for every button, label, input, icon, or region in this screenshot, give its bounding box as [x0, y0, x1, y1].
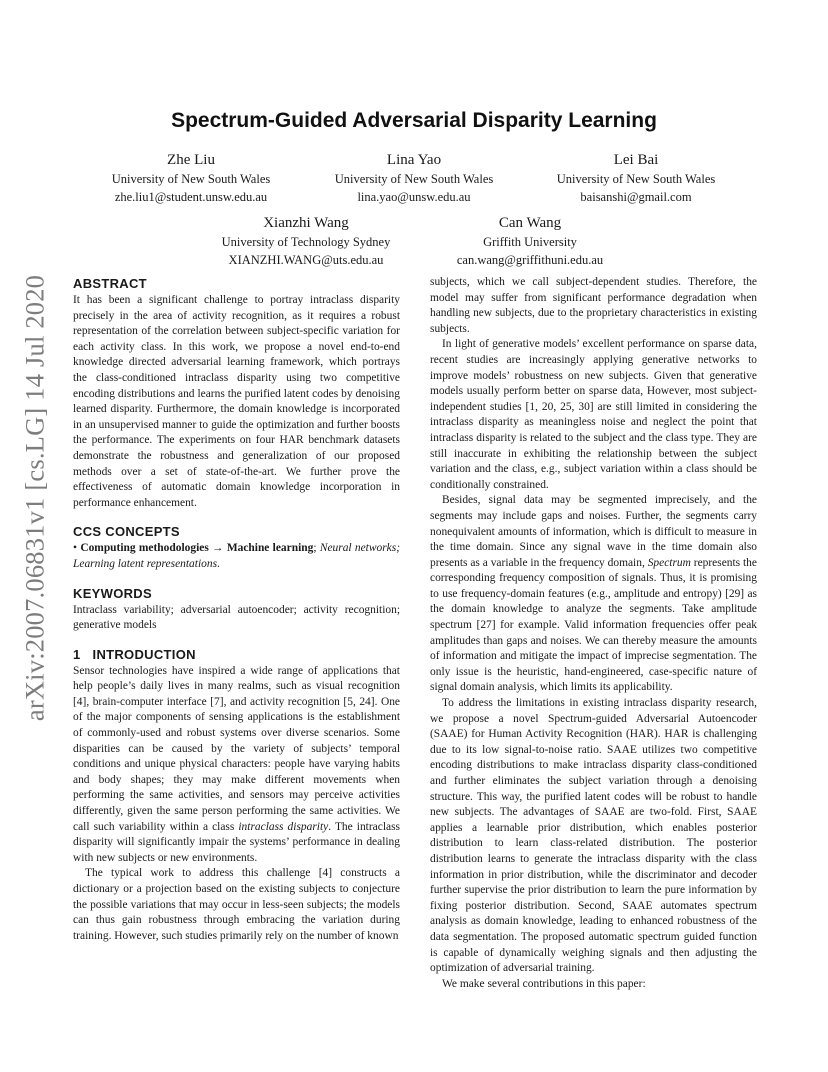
paragraph-text: . The intraclass disparity will significantly impair the systems’ performance in dealing with new subjects or new environments.	[73, 820, 400, 864]
ccs-secondary-concepts: Neural networks; Learning latent representations	[73, 542, 400, 570]
section-title: INTRODUCTION	[92, 646, 196, 662]
author-affiliation: University of New South Wales	[111, 172, 271, 186]
emphasis-text: intraclass disparity	[238, 820, 329, 833]
author-email: XIANZHI.WANG@uts.edu.au	[228, 252, 384, 267]
abstract-heading: ABSTRACT	[73, 276, 147, 291]
paragraph-text: In light of generative models’ excellent performance on sparse data, recent studies are increasingly applying generative networks to improve models’ robustness on new subjects. Given that generative models usually perform better on sparse data, However, most subject-independent studies [1, 20, 25, 30] are still limited in considering the intraclass disparity as meaningless noise and neglect the point that intraclass disparity is related to the subject and the class type. They are still inaccurate in exhibiting the relationship between the subject variation and the class, e.g., subject variation within a class should be conditionally constrained.	[430, 338, 757, 491]
section-number: 1	[73, 646, 81, 662]
author-name: Zhe Liu	[167, 152, 215, 168]
intro-paragraph	[430, 337, 757, 493]
author-affiliation: Griffith University	[483, 235, 577, 249]
emphasis-text: Spectrum	[647, 556, 691, 569]
ccs-bullet: •	[73, 542, 78, 555]
intro-paragraph	[73, 664, 400, 867]
abstract-text: It has been a significant challenge to portray intraclass disparity precisely in the area of activity recognition, as it requires a robust representation of the correlation between subject-specific variation for each activity class. In this work, we propose a novel end-to-end knowledge directed adversarial learning framework, which portrays the class-conditioned intraclass disparity using two competitive encoding distributions and learns the purified latent codes by denoising learned disparity. Furthermore, the domain knowledge is incorporated in an unsupervised manner to guide the optimization and further boosts the performance. The experiments on four HAR benchmark datasets demonstrate the robustness and generalization of our proposed methods over a set of state-of-the-art. We further prove the effectiveness of automatic domain knowledge incorporation in performance enhancement.	[73, 294, 400, 509]
author-name: Xianzhi Wang	[263, 215, 349, 231]
intro-paragraph	[430, 493, 757, 696]
author-block	[420, 214, 640, 269]
ccs-text	[73, 541, 400, 572]
author-block	[196, 214, 416, 269]
paragraph-text: We make several contributions in this paper:	[442, 977, 646, 990]
paragraph-text: Sensor technologies have inspired a wide range of applications that help people’s daily lives in many realms, such as visual recognition [4], brain-computer interface [7], and activity recognition [5, 24]. One of the major components of sensing applications is the establishment of commonly-used and robust systems over diverse scenarios. Some disparities can be caused by the variety of subjects’ temporal conditions and unique physical characters: people have varying habits and body shapes; they may make different movements when performing the same activities, and sensors may perceive activities differently, given the same person performing the same activities. We call such variability within a class	[73, 664, 400, 833]
author-email: zhe.liu1@student.unsw.edu.au	[114, 189, 268, 204]
arxiv-margin-stamp	[18, 274, 52, 722]
left-column	[73, 275, 400, 944]
author-name: Lei Bai	[613, 152, 659, 168]
author-email: can.wang@griffithuni.edu.au	[456, 252, 604, 267]
right-column	[430, 275, 757, 992]
paper-title: Spectrum-Guided Adversarial Disparity Learning	[171, 109, 657, 132]
introduction-heading	[73, 646, 400, 664]
author-email: lina.yao@unsw.edu.au	[357, 189, 471, 204]
paragraph-text: To address the limitations in existing intraclass disparity research, we propose a novel Spectrum-guided Adversarial Autoencoder (SAAE) for Human Activity Recognition (HAR). HAR is challenging due to its low signal-to-noise ratio. SAAE utilizes two competitive encoding distributions to make intraclass disparity class-conditioned and further eliminates the subject variation through a denoising structure. This way, the purified latent codes will be robust to handle new subjects. The advantages of SAAE are two-fold. First, SAAE applies a learnable prior distribution, which enables posterior distribution to learn class-related distribution. The posterior distribution learns to generate the intraclass disparity with the class information in prior distribution, while the discriminator and decoder further supervise the prior distribution to learn the pure information by fixing posterior distribution. Second, SAAE automates spectrum analysis as domain knowledge, leading to enhanced robustness of the data segmentation. The proposed automatic spectrum guided function is capable of dynamically weighing signals and then adjusting the optimization of adversarial training.	[430, 697, 757, 975]
intro-paragraph	[430, 977, 757, 993]
author-name: Can Wang	[498, 215, 562, 231]
author-block	[91, 151, 291, 206]
author-affiliation: University of New South Wales	[334, 172, 494, 186]
ccs-end: .	[217, 557, 220, 570]
paragraph-text: Besides, signal data may be segmented imprecisely, and the segments may include gaps and noises. Further, the segments carry nonequivalent amounts of information, which is difficult to measure in the time domain. Since any signal wave in the time domain also presents as a variable in the frequency domain,	[430, 494, 757, 569]
keywords-text: Intraclass variability; adversarial autoencoder; activity recognition; generative models	[73, 603, 400, 632]
intro-paragraph	[430, 696, 757, 977]
ccs-separator: ;	[313, 542, 320, 555]
author-email: baisanshi@gmail.com	[580, 189, 692, 204]
ccs-heading: CCS CONCEPTS	[73, 524, 180, 540]
intro-paragraph	[430, 275, 757, 337]
author-block	[536, 151, 736, 206]
ccs-primary-concept: Computing methodologies → Machine learning	[80, 542, 314, 555]
arxiv-id: arXiv:2007.06831v1 [cs.LG] 14 Jul 2020	[19, 274, 50, 722]
author-block	[314, 151, 514, 206]
keywords-heading: KEYWORDS	[73, 585, 152, 601]
author-affiliation: University of New South Wales	[556, 172, 716, 186]
paragraph-text: represents the corresponding frequency composition of signals. Thus, it is promising to use frequency-domain features (e.g., amplitude and entropy) [29] as the domain knowledge to analyze the segments. Take amplitude spectrum [27] for example. Valid information frequencies offer peak amplitudes than gaps and noises. We can thereby measure the amounts of information and mitigate the impact of imprecise segmentation. The only issue is the heuristic, hand-engineered, case-specific nature of signal domain analysis, which limits its applicability.	[430, 556, 757, 694]
intro-paragraph: The typical work to address this challenge [4] constructs a dictionary or a projection based on the existing subjects to conjecture the possible variations that may occur in less-seen subjects; the models can thus gain robustness through embracing the variation during training. However, such studies primarily rely on the number of known	[73, 867, 400, 942]
author-affiliation: University of Technology Sydney	[221, 235, 391, 249]
paragraph-text: subjects, which we call subject-dependent studies. Therefore, the model may suffer from significant performance degradation when handling new subjects, due to the proprietary characteristics in existing subjects.	[430, 276, 757, 335]
author-name: Lina Yao	[386, 152, 442, 168]
